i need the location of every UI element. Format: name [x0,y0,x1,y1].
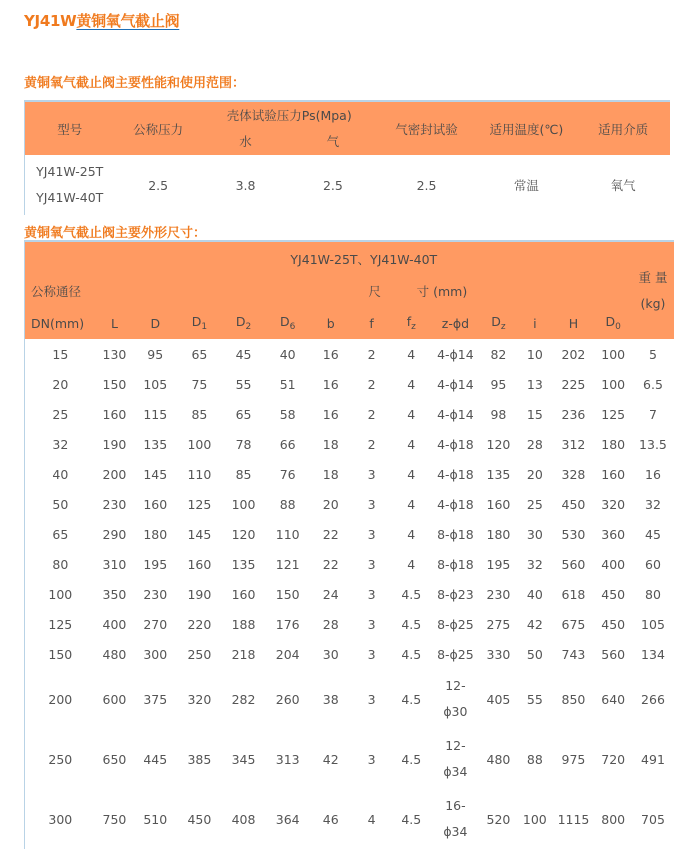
cell: 300 [143,646,168,662]
cell: 42 [322,751,339,767]
cell: 13 [526,376,543,392]
cell: 85 [191,406,208,422]
cell-dn: 150 [48,646,73,662]
cell: 150 [102,376,127,392]
header-D: D [133,307,177,339]
cell: 4 [407,496,416,512]
header-L: L [96,307,134,339]
cell-medium: 氧气 [610,178,636,193]
cell: 4 [367,811,376,827]
cell: 220 [187,616,212,632]
cell-dn: 200 [48,691,73,707]
cell: 82 [490,346,507,362]
cell: 4-ϕ14 [437,376,474,392]
section-heading-dimensions: 黄铜氧气截止阀主要外形尺寸： [24,226,207,241]
cell: 66 [279,436,296,452]
cell: 16 [645,466,661,482]
cell: 100 [187,436,212,452]
cell-dn: 40 [52,466,69,482]
cell: 28 [526,436,543,452]
cell: 445 [143,751,168,767]
cell: 328 [561,466,586,482]
table-row [25,549,675,579]
cell: 190 [102,436,127,452]
cell: 40 [279,346,296,362]
cell: 120 [231,526,256,542]
cell: 282 [231,691,256,707]
cell: 65 [235,406,252,422]
cell: 32 [526,556,543,572]
cell: 8-ϕ18 [437,526,474,542]
cell: 10 [526,346,543,362]
cell: 250 [187,646,212,662]
cell: 560 [601,646,626,662]
cell: 16- ϕ34 [443,798,468,839]
cell: 22 [322,526,339,542]
cell-dn: 25 [52,406,69,422]
cell: 4-ϕ14 [437,406,474,422]
cell: 160 [601,466,626,482]
header-size: 尺 寸 (mm) [96,275,632,307]
cell: 3 [367,691,376,707]
header-seal-test: 气密封试验 [377,101,477,155]
cell: 491 [641,751,665,767]
cell: 230 [486,586,511,602]
cell: 4.5 [401,751,422,767]
header-f: f [352,307,392,339]
cell: 160 [143,496,168,512]
cell: 4 [407,436,416,452]
header-dn: DN(mm) [25,307,96,339]
cell: 13.5 [639,436,667,452]
cell: 675 [561,616,586,632]
cell: 1115 [557,811,590,827]
cell-dn: 65 [52,526,69,542]
cell: 4.5 [401,616,422,632]
cell: 385 [187,751,212,767]
cell: 188 [231,616,256,632]
cell: 3 [367,466,376,482]
dimensions-table [24,240,674,849]
cell: 705 [641,811,665,827]
table-row [25,155,671,215]
cell: 850 [561,691,586,707]
cell: 4-ϕ18 [437,436,474,452]
table-row [25,459,675,489]
cell: 145 [187,526,212,542]
cell: 16 [322,346,339,362]
header-H: H [553,307,595,339]
cell-dn: 32 [52,436,69,452]
cell: 8-ϕ25 [437,616,474,632]
cell: 312 [561,436,586,452]
cell: 4-ϕ18 [437,466,474,482]
cell: 450 [601,586,626,602]
cell-dn: 125 [48,616,73,632]
cell: 320 [187,691,212,707]
cell: 100 [601,376,626,392]
cell: 18 [322,466,339,482]
cell: 134 [641,646,665,662]
cell: 50 [526,646,543,662]
cell: 650 [102,751,127,767]
cell: 125 [601,406,626,422]
cell: 12- ϕ30 [443,678,468,719]
section-heading-performance: 黄铜氧气截止阀主要性能和使用范围： [24,76,246,91]
cell: 85 [235,466,252,482]
cell: 2 [367,376,376,392]
cell: 55 [235,376,252,392]
cell: 45 [645,526,661,542]
cell: 975 [561,751,586,767]
cell: 15 [526,406,543,422]
cell: 95 [147,346,164,362]
cell: 4-ϕ18 [437,496,474,512]
cell: 32 [645,496,661,512]
cell: 65 [191,346,208,362]
cell: 25 [526,496,543,512]
cell: 260 [275,691,300,707]
cell: 4 [407,466,416,482]
cell: 330 [486,646,511,662]
header-nominal-dn: 公称通径 [25,275,96,307]
cell: 270 [143,616,168,632]
cell: 115 [143,406,168,422]
cell: 520 [486,811,511,827]
cell: 313 [275,751,300,767]
cell: 5 [649,346,657,362]
cell: 360 [601,526,626,542]
cell: 20 [526,466,543,482]
cell: 180 [143,526,168,542]
header-Dz: $D_z$ [480,307,518,339]
cell-water: 3.8 [235,177,256,193]
cell-dn: 80 [52,556,69,572]
cell: 88 [279,496,296,512]
cell: 375 [143,691,168,707]
performance-table [24,100,670,215]
header-i: i [517,307,552,339]
cell: 100 [522,811,547,827]
cell: 160 [486,496,511,512]
table-row [25,609,675,639]
header-nominal-pressure: 公称压力 [114,101,201,155]
cell: 28 [322,616,339,632]
cell: 78 [235,436,252,452]
cell: 135 [486,466,511,482]
cell-seal-test: 2.5 [416,177,437,193]
header-D0: $D_0$ [594,307,632,339]
cell: 743 [561,646,586,662]
cell: 290 [102,526,127,542]
cell: 4 [407,556,416,572]
cell: 4 [407,406,416,422]
cell: 135 [231,556,256,572]
cell: 4.5 [401,811,422,827]
cell: 80 [645,586,661,602]
cell: 4-ϕ14 [437,346,474,362]
cell: 364 [275,811,300,827]
cell: 720 [601,751,626,767]
cell: 120 [486,436,511,452]
column-header-row [25,307,675,339]
table-row [25,519,675,549]
header-D6: $D_6$ [266,307,310,339]
cell: 42 [526,616,543,632]
cell: 2 [367,406,376,422]
table-row [25,339,675,369]
header-weight: 重 量 (kg) [632,241,674,339]
cell: 320 [601,496,626,512]
cell: 640 [601,691,626,707]
cell: 38 [322,691,339,707]
cell: 24 [322,586,339,602]
header-D2: $D_2$ [221,307,265,339]
cell: 204 [275,646,300,662]
cell: 480 [486,751,511,767]
cell: 190 [187,586,212,602]
cell: 51 [279,376,296,392]
header-models: YJ41W-25T、YJ41W-40T [96,241,632,275]
cell: 160 [187,556,212,572]
cell: 8-ϕ18 [437,556,474,572]
cell-dn: 100 [48,586,73,602]
cell: 3 [367,496,376,512]
cell: 75 [191,376,208,392]
cell: 408 [231,811,256,827]
header-medium: 适用介质 [576,101,670,155]
cell: 400 [102,616,127,632]
page-title [24,10,179,31]
cell: 350 [102,586,127,602]
table-row [25,789,675,849]
cell: 4.5 [401,646,422,662]
model-1: YJ41W-25T [36,164,104,179]
cell: 400 [601,556,626,572]
cell: 202 [561,346,586,362]
cell: 450 [187,811,212,827]
cell: 450 [601,616,626,632]
cell: 3 [367,586,376,602]
cell: 16 [322,406,339,422]
table-row [25,399,675,429]
cell: 22 [322,556,339,572]
cell: 150 [275,586,300,602]
cell: 16 [322,376,339,392]
title-prefix: YJ41W [24,12,77,30]
cell-dn: 300 [48,811,73,827]
cell: 135 [143,436,168,452]
cell: 160 [231,586,256,602]
cell: 55 [526,691,543,707]
cell: 345 [231,751,256,767]
cell: 105 [641,616,665,632]
table-row [25,429,675,459]
cell: 110 [187,466,212,482]
header-gas: 气 [289,127,376,155]
cell: 266 [641,691,665,707]
cell: 405 [486,691,511,707]
cell: 40 [526,586,543,602]
header-zphid: z-ϕd [431,307,480,339]
cell: 145 [143,466,168,482]
cell: 510 [143,811,168,827]
cell: 180 [486,526,511,542]
model-2: YJ41W-40T [36,190,104,205]
cell: 195 [486,556,511,572]
cell-nominal-pressure: 2.5 [148,177,169,193]
table-row [25,639,675,669]
header-shell-test: 壳体试验压力Ps(Mpa) [202,101,377,127]
header-model: 型号 [25,101,115,155]
cell: 3 [367,526,376,542]
cell: 60 [645,556,661,572]
cell: 100 [231,496,256,512]
cell: 176 [275,616,300,632]
cell: 3 [367,556,376,572]
cell-gas: 2.5 [322,177,343,193]
table-row [25,489,675,519]
cell: 560 [561,556,586,572]
cell: 130 [102,346,127,362]
cell: 218 [231,646,256,662]
cell: 2 [367,346,376,362]
table-row [25,669,675,729]
cell: 200 [102,466,127,482]
cell: 3 [367,646,376,662]
cell: 58 [279,406,296,422]
cell: 480 [102,646,127,662]
cell: 800 [601,811,626,827]
cell-temp: 常温 [513,178,539,193]
title-link[interactable]: 黄铜氧气截止阀 [76,12,180,30]
header-temp: 适用温度(℃) [476,101,576,155]
cell: 236 [561,406,586,422]
table-row [25,579,675,609]
header-water: 水 [202,127,289,155]
cell: 160 [102,406,127,422]
cell: 180 [601,436,626,452]
header-fz: $f_z$ [391,307,431,339]
cell: 2 [367,436,376,452]
cell: 4.5 [401,586,422,602]
cell: 8-ϕ25 [437,646,474,662]
cell: 4 [407,526,416,542]
cell-dn: 20 [52,376,69,392]
cell: 110 [275,526,300,542]
table-row [25,369,675,399]
header-spacer [25,241,96,275]
cell-dn: 50 [52,496,69,512]
cell: 230 [102,496,127,512]
cell: 30 [526,526,543,542]
cell: 8-ϕ23 [437,586,474,602]
header-D1: $D_1$ [177,307,221,339]
cell-dn: 250 [48,751,73,767]
cell: 20 [322,496,339,512]
cell: 98 [490,406,507,422]
cell: 4 [407,376,416,392]
cell: 12- ϕ34 [443,738,468,779]
cell: 4 [407,346,416,362]
cell: 275 [486,616,511,632]
cell: 46 [322,811,339,827]
cell: 76 [279,466,296,482]
cell-dn: 15 [52,346,69,362]
cell: 600 [102,691,127,707]
cell: 95 [490,376,507,392]
cell: 30 [322,646,339,662]
cell: 310 [102,556,127,572]
header-b: b [310,307,352,339]
cell: 618 [561,586,586,602]
cell: 100 [601,346,626,362]
cell: 750 [102,811,127,827]
cell: 105 [143,376,168,392]
cell: 195 [143,556,168,572]
cell: 230 [143,586,168,602]
cell: 18 [322,436,339,452]
cell: 4.5 [401,691,422,707]
cell: 7 [649,406,657,422]
cell: 530 [561,526,586,542]
cell: 121 [275,556,300,572]
table-row [25,729,675,789]
cell: 3 [367,751,376,767]
cell: 45 [235,346,252,362]
cell: 125 [187,496,212,512]
cell: 225 [561,376,586,392]
cell: 6.5 [643,376,663,392]
cell: 3 [367,616,376,632]
cell: 450 [561,496,586,512]
cell: 88 [526,751,543,767]
